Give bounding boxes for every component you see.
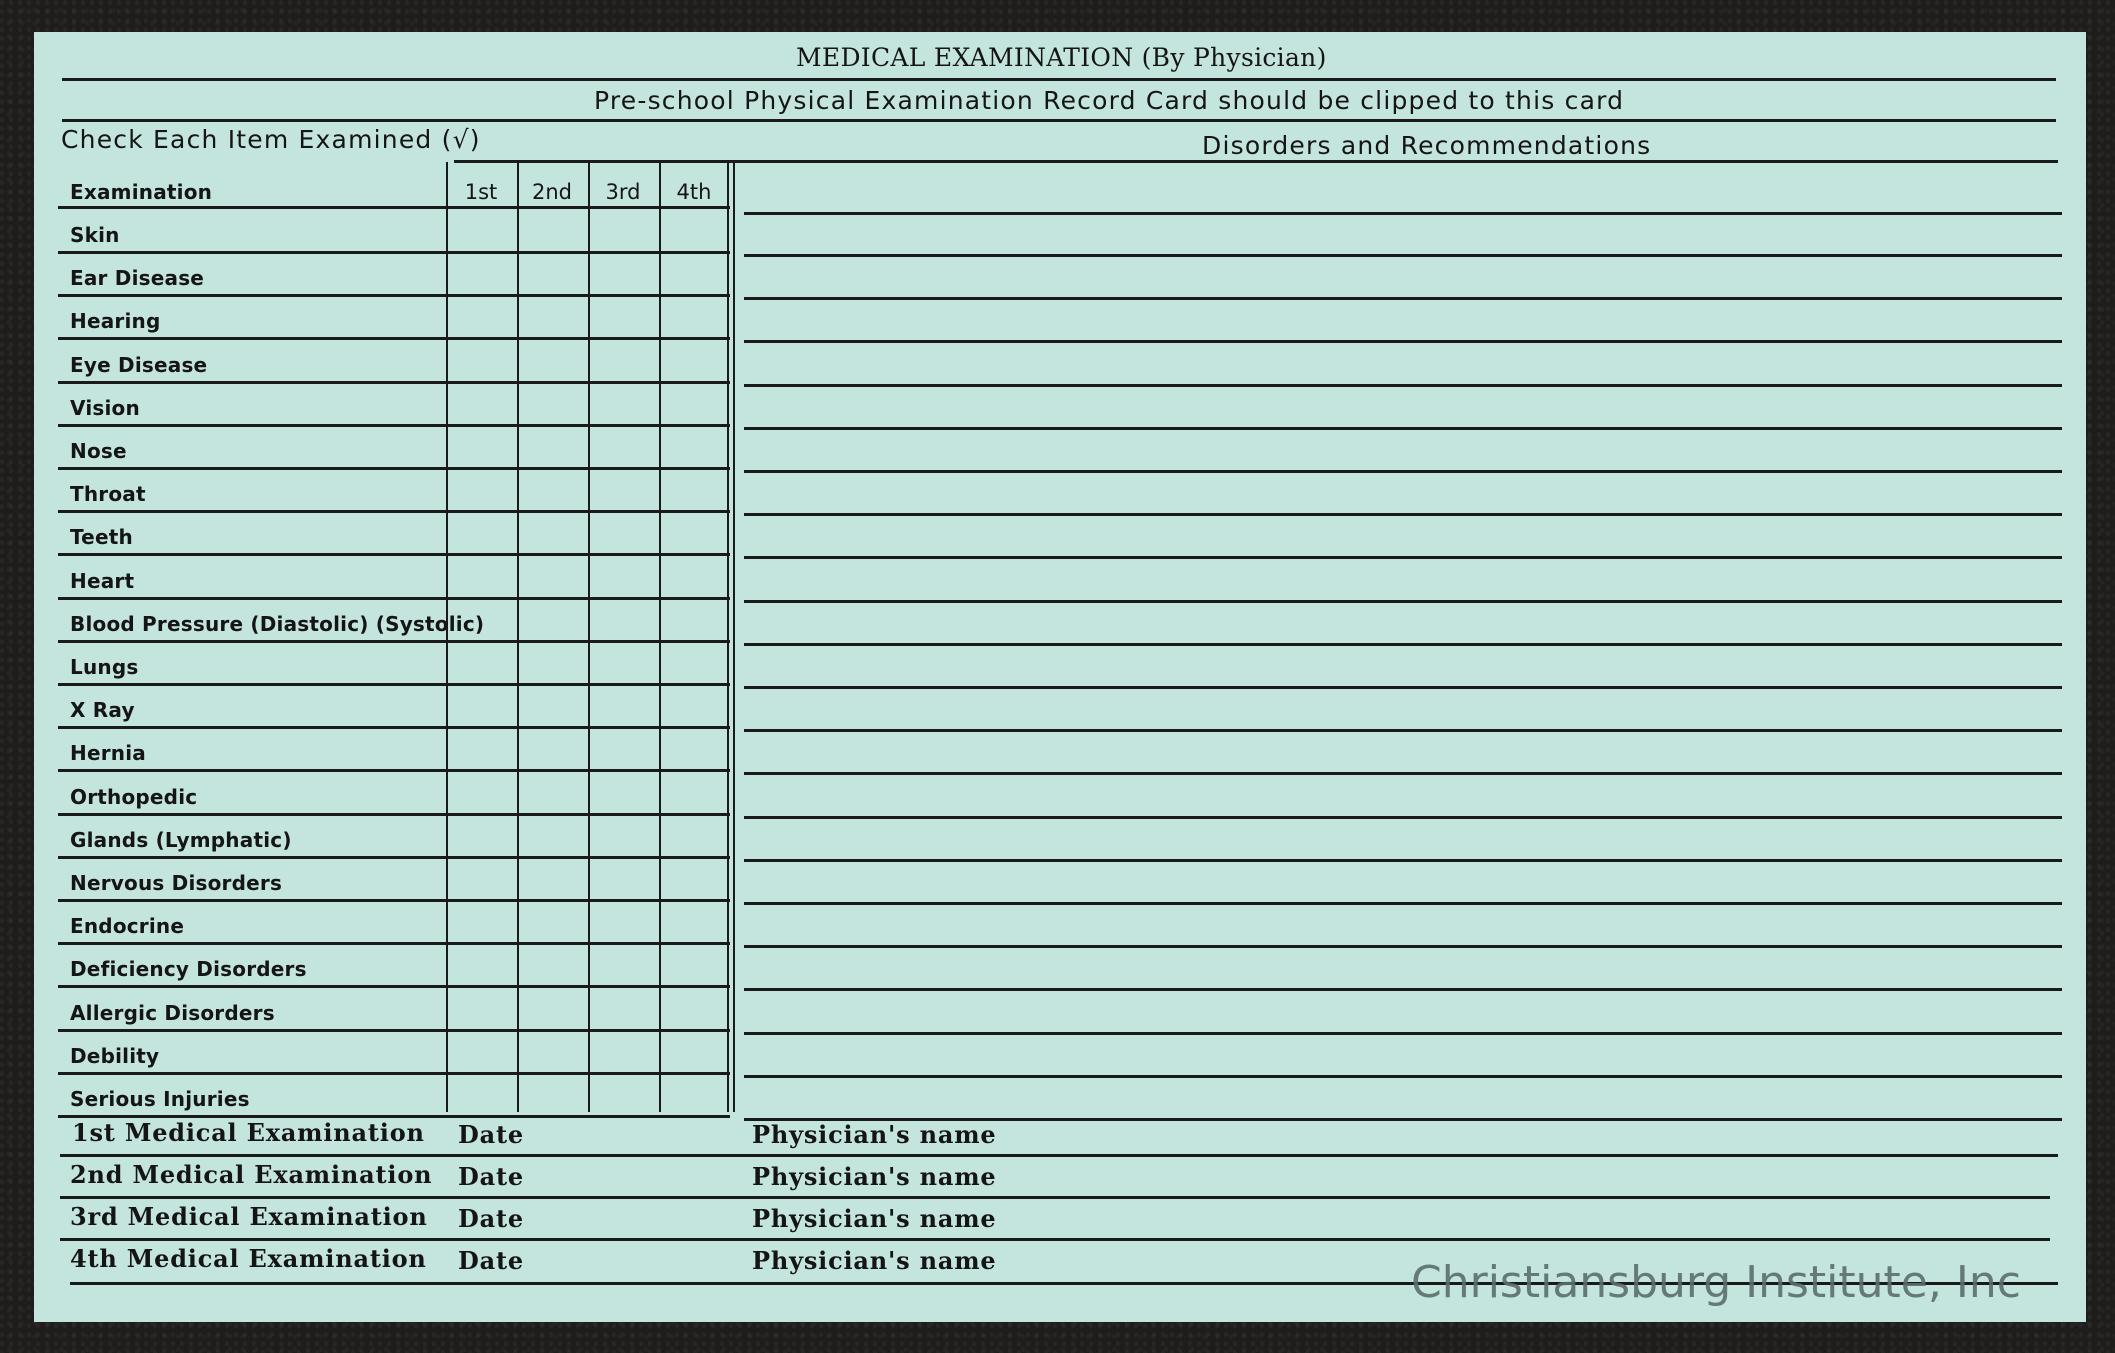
exam-item-label: Teeth — [70, 525, 133, 550]
title-rule — [62, 78, 2056, 81]
row-rule — [744, 729, 2062, 732]
row-rule — [744, 513, 2062, 516]
row-rule — [58, 640, 730, 643]
row-rule — [58, 899, 730, 902]
disorders-recommendations-heading: Disorders and Recommendations — [1202, 131, 1652, 160]
footer-exam-label: 3rd Medical Examination — [70, 1202, 428, 1231]
row-rule — [58, 942, 730, 945]
column-divider — [659, 162, 661, 1112]
exam-item-label: X Ray — [70, 698, 135, 723]
exam-item-label: Allergic Disorders — [70, 1000, 275, 1025]
exam-item-label: Glands (Lymphatic) — [70, 827, 292, 852]
exam-item-label: Skin — [70, 223, 120, 247]
footer-exam-label: 2nd Medical Examination — [70, 1160, 433, 1189]
footer-rule — [60, 1154, 2058, 1157]
row-rule — [744, 212, 2062, 215]
heading-rule — [454, 160, 2058, 163]
row-rule — [744, 1075, 2062, 1078]
footer-date-label: Date — [458, 1162, 524, 1191]
footer-exam-label: 1st Medical Examination — [72, 1118, 425, 1147]
footer-physician-label: Physician's name — [752, 1246, 997, 1275]
row-rule — [744, 772, 2062, 775]
exam-item-label: Throat — [70, 482, 146, 507]
row-rule — [58, 1029, 730, 1032]
row-rule — [744, 254, 2062, 257]
row-rule — [744, 643, 2062, 646]
column-header-1st: 1st — [464, 180, 498, 204]
examination-column-header: Examination — [70, 180, 213, 204]
row-rule — [58, 553, 730, 556]
row-rule — [744, 556, 2062, 559]
row-rule — [744, 902, 2062, 905]
footer-date-label: Date — [458, 1120, 524, 1149]
footer-date-label: Date — [458, 1204, 524, 1233]
column-divider — [588, 162, 590, 1112]
footer-exam-label: 4th Medical Examination — [70, 1244, 427, 1273]
row-rule — [58, 251, 730, 254]
column-header-4th: 4th — [676, 180, 712, 204]
check-each-item-label: Check Each Item Examined (√) — [61, 125, 481, 154]
exam-item-label: Blood Pressure (Diastolic) (Systolic) — [70, 611, 485, 636]
exam-item-label: Deficiency Disorders — [70, 957, 307, 982]
row-rule — [744, 470, 2062, 473]
row-rule — [744, 340, 2062, 343]
footer-rule — [60, 1238, 2050, 1241]
row-rule — [58, 769, 730, 772]
exam-item-label: Orthopedic — [70, 784, 198, 809]
footer-rule — [60, 1196, 2050, 1199]
exam-item-label: Ear Disease — [70, 266, 205, 291]
exam-item-label: Endocrine — [70, 914, 185, 939]
row-rule — [744, 816, 2062, 819]
exam-item-label: Nervous Disorders — [70, 871, 283, 895]
row-rule — [58, 294, 730, 297]
exam-item-label: Lungs — [70, 655, 139, 679]
exam-item-label: Heart — [70, 568, 135, 593]
column-divider — [446, 162, 448, 1112]
row-rule — [58, 813, 730, 816]
row-rule — [58, 424, 730, 427]
column-divider — [733, 162, 735, 1112]
row-rule — [58, 985, 730, 988]
row-rule — [58, 467, 730, 470]
medical-examination-card — [34, 32, 2086, 1322]
footer-physician-label: Physician's name — [752, 1204, 997, 1233]
column-divider — [727, 162, 729, 1112]
row-rule — [744, 686, 2062, 689]
column-header-2nd: 2nd — [531, 180, 572, 204]
row-rule — [744, 945, 2062, 948]
footer-physician-label: Physician's name — [752, 1120, 997, 1149]
column-divider — [517, 162, 519, 1112]
exam-item-label: Debility — [70, 1043, 160, 1068]
subtitle-rule — [62, 119, 2056, 122]
row-rule — [744, 297, 2062, 300]
row-rule — [58, 510, 730, 513]
card-subtitle: Pre-school Physical Examination Record Card should be clipped to this card — [594, 86, 1625, 115]
row-rule — [744, 384, 2062, 387]
row-rule — [58, 597, 730, 600]
row-rule — [744, 1032, 2062, 1035]
row-rule — [58, 856, 730, 859]
exam-item-label: Hearing — [70, 309, 161, 334]
exam-item-label: Eye Disease — [70, 352, 208, 377]
exam-item-label: Hernia — [70, 741, 146, 766]
row-rule — [58, 337, 730, 340]
row-rule — [744, 988, 2062, 991]
card-title: MEDICAL EXAMINATION (By Physician) — [796, 43, 1327, 72]
row-rule — [58, 726, 730, 729]
row-rule — [744, 427, 2062, 430]
row-rule — [58, 683, 730, 686]
watermark: Christiansburg Institute, Inc — [1411, 1257, 2021, 1308]
footer-date-label: Date — [458, 1246, 524, 1275]
exam-item-label: Nose — [70, 439, 127, 463]
footer-physician-label: Physician's name — [752, 1162, 997, 1191]
row-rule — [58, 381, 730, 384]
row-rule — [58, 1072, 730, 1075]
column-header-3rd: 3rd — [605, 180, 641, 204]
row-rule — [58, 206, 730, 209]
row-rule — [744, 600, 2062, 603]
row-rule — [744, 859, 2062, 862]
exam-item-label: Serious Injuries — [70, 1087, 250, 1111]
exam-item-label: Vision — [70, 395, 140, 420]
